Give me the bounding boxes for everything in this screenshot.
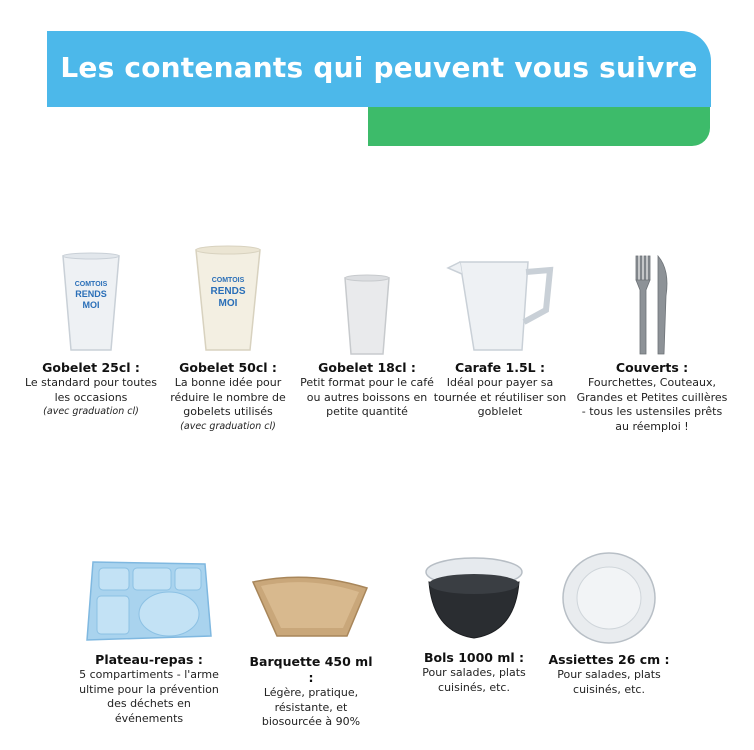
- product-assiettes: [542, 550, 676, 697]
- product-couverts: [574, 250, 730, 434]
- product-description: Légère, pratique, résistante, et biosourcée à 90%: [261, 686, 361, 728]
- product-name: Plateau-repas :: [95, 652, 203, 667]
- cup-25cl-icon: [51, 250, 131, 360]
- carafe-icon: [440, 250, 560, 360]
- product-note: (avec graduation cl): [43, 406, 139, 417]
- product-description: Pour salades, plats cuisinés, etc.: [422, 666, 526, 694]
- product-description: La bonne idée pour réduire le nombre de gobelets utilisés: [170, 376, 286, 418]
- svg-text:COMTOIS: COMTOIS: [74, 281, 108, 288]
- product-name: Gobelet 50cl :: [179, 360, 277, 375]
- product-name: Gobelet 18cl :: [318, 360, 416, 375]
- product-carafe: [428, 250, 572, 420]
- svg-text:COMTOIS: COMTOIS: [211, 277, 245, 284]
- product-bols: [410, 548, 538, 695]
- bowl-icon: [419, 548, 529, 646]
- cup-18cl-icon: [327, 250, 407, 360]
- plate-icon: [559, 550, 659, 646]
- product-name: Gobelet 25cl :: [42, 360, 140, 375]
- product-description: Idéal pour payer sa tournée et réutiliser son goblelet: [433, 376, 567, 418]
- product-description: Fourchettes, Couteaux, Grandes et Petites cuillères - tous les ustensiles prêts au réemploi !: [576, 376, 728, 433]
- product-barquette: [246, 566, 376, 730]
- svg-text:MOI: MOI: [82, 300, 100, 310]
- cutlery-icon: [622, 250, 682, 360]
- product-gobelet-50cl: [158, 242, 298, 433]
- product-gobelet-18cl: [296, 250, 438, 420]
- product-name: Assiettes 26 cm :: [548, 652, 670, 667]
- meal-tray-icon: [83, 556, 215, 646]
- product-description: Petit format pour le café ou autres boissons en petite quantité: [300, 376, 434, 418]
- svg-text:RENDS: RENDS: [75, 289, 107, 299]
- cup-50cl-icon: [186, 242, 270, 360]
- product-description: Le standard pour toutes les occasions: [24, 376, 158, 404]
- food-tray-icon: [249, 566, 373, 648]
- product-description: Pour salades, plats cuisinés, etc.: [557, 668, 661, 696]
- product-description: 5 compartiments - l'arme ultime pour la prévention des déchets en événements: [79, 668, 219, 725]
- svg-text:RENDS: RENDS: [210, 286, 246, 297]
- product-name: Bols 1000 ml :: [424, 650, 524, 665]
- page-title: Les contenants qui peuvent vous suivre: [60, 51, 698, 84]
- product-name: Barquette 450 ml :: [249, 654, 373, 685]
- product-name: Couverts :: [615, 360, 689, 375]
- product-gobelet-25cl: [20, 250, 162, 418]
- banner: [47, 31, 711, 107]
- svg-text:MOI: MOI: [218, 298, 238, 309]
- product-note: (avec graduation cl): [180, 420, 276, 432]
- product-name: Carafe 1.5L :: [455, 360, 545, 375]
- product-plateau-repas: [74, 556, 224, 726]
